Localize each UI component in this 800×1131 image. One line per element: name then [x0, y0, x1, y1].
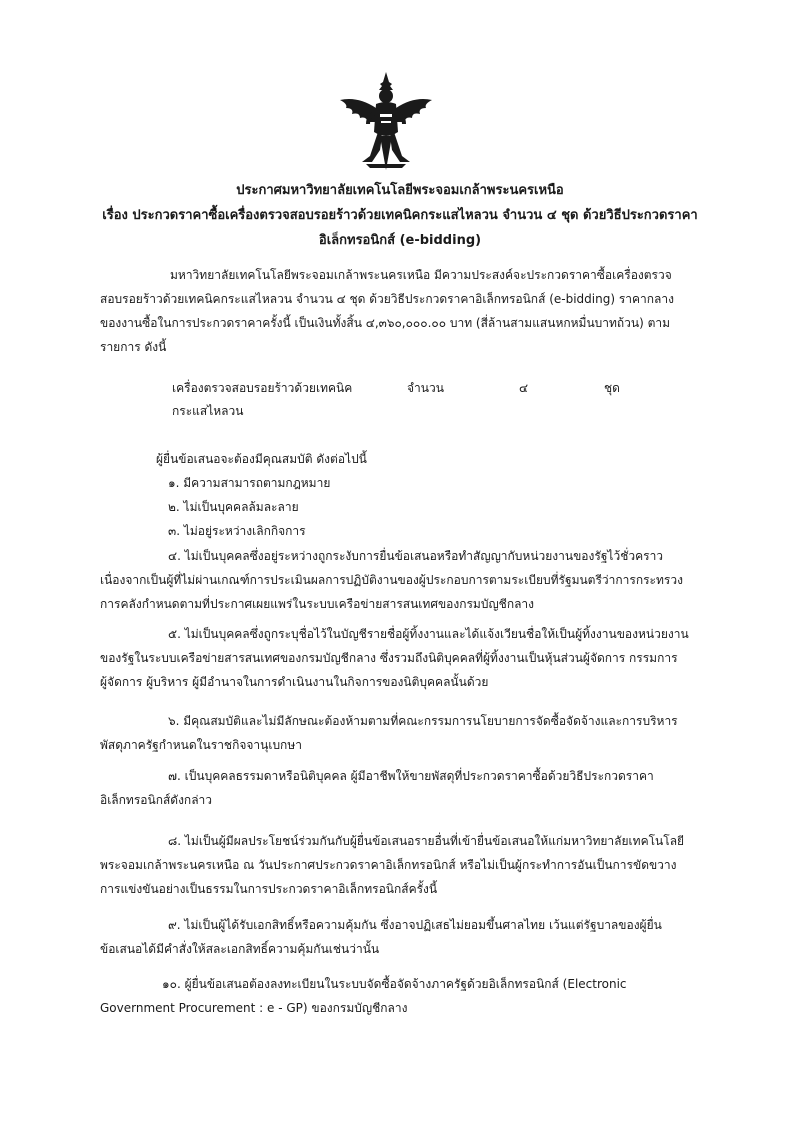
- qualification-4-line-1: ๔. ไม่เป็นบุคคลซึ่งอยู่ระหว่างถูกระงับการยื่นข้อเสนอหรือทำสัญญากับหน่วยงานของรัฐไว้ชั่วคราว: [168, 549, 664, 563]
- intro-line-3: ของงานซื้อในการประกวดราคาครั้งนี้ เป็นเงินทั้งสิ้น ๔,๓๖๐,๐๐๐.๐๐ บาท (สี่ล้านสามแสนหกหมื่นบาทถ้วน) ตาม: [100, 316, 671, 330]
- qualification-9-line-1: ๙. ไม่เป็นผู้ได้รับเอกสิทธิ์หรือความคุ้มกัน ซึ่งอาจปฏิเสธไม่ยอมขึ้นศาลไทย เว้นแต่รัฐบาลของผู้ยื่น: [168, 918, 662, 932]
- qualification-9-line-2: ข้อเสนอได้มีคำสั่งให้สละเอกสิทธิ์ความคุ้มกันเช่นว่านั้น: [100, 942, 380, 956]
- intro-line-4: รายการ ดังนี้: [100, 340, 167, 354]
- item-qty: ๔: [519, 381, 529, 395]
- announcement-title: ประกาศมหาวิทยาลัยเทคโนโลยีพระจอมเกล้าพระนครเหนือ: [236, 183, 564, 198]
- qualification-6-line-1: ๖. มีคุณสมบัติและไม่มีลักษณะต้องห้ามตามที่คณะกรรมการนโยบายการจัดซื้อจัดจ้างและการบริหาร: [168, 714, 678, 728]
- qualification-8-line-1: ๘. ไม่เป็นผู้มีผลประโยชน์ร่วมกันกับผู้ยื่นข้อเสนอรายอื่นที่เข้ายื่นข้อเสนอให้แก่มหาวิทยาลัยเทคโนโลยี: [168, 834, 685, 848]
- qualification-3: ๓. ไม่อยู่ระหว่างเลิกกิจการ: [168, 524, 306, 538]
- garuda-emblem-icon: [336, 70, 436, 180]
- item-qty-label: จำนวน: [407, 381, 444, 395]
- qualification-6-line-2: พัสดุภาครัฐกำหนดในราชกิจจานุเบกษา: [100, 738, 302, 752]
- intro-line-2: สอบรอยร้าวด้วยเทคนิคกระแสไหลวน จำนวน ๔ ชุด ด้วยวิธีประกวดราคาอิเล็กทรอนิกส์ (e-bidding) ราคากลาง: [100, 292, 675, 306]
- qualification-10-line-1: ๑๐. ผู้ยื่นข้อเสนอต้องลงทะเบียนในระบบจัดซื้อจัดจ้างภาครัฐด้วยอิเล็กทรอนิกส์ (Electronic: [162, 977, 627, 991]
- qualification-8-line-2: พระจอมเกล้าพระนครเหนือ ณ วันประกาศประกวดราคาอิเล็กทรอนิกส์ หรือไม่เป็นผู้กระทำการอันเป็นการขัดขวาง: [100, 858, 677, 872]
- subject-line-2: อิเล็กทรอนิกส์ (e-bidding): [318, 233, 482, 248]
- qualification-1: ๑. มีความสามารถตามกฎหมาย: [168, 476, 331, 490]
- intro-line-1: มหาวิทยาลัยเทคโนโลยีพระจอมเกล้าพระนครเหนือ มีความประสงค์จะประกวดราคาซื้อเครื่องตรวจ: [170, 268, 672, 282]
- qualification-5-line-1: ๕. ไม่เป็นบุคคลซึ่งถูกระบุชื่อไว้ในบัญชีรายชื่อผู้ทิ้งงานและได้แจ้งเวียนชื่อให้เป็นผู้ทิ้งงานของหน่วยงาน: [168, 627, 689, 641]
- qualification-10-line-2: Government Procurement : e - GP) ของกรมบัญชีกลาง: [100, 1001, 408, 1015]
- qualifications-heading: ผู้ยื่นข้อเสนอจะต้องมีคุณสมบัติ ดังต่อไปนี้: [156, 452, 367, 466]
- item-unit: ชุด: [604, 381, 620, 395]
- qualification-8-line-3: การแข่งขันอย่างเป็นธรรมในการประกวดราคาอิเล็กทรอนิกส์ครั้งนี้: [100, 882, 438, 896]
- qualification-7-line-1: ๗. เป็นบุคคลธรรมดาหรือนิติบุคคล ผู้มีอาชีพให้ขายพัสดุที่ประกวดราคาซื้อด้วยวิธีประกวดราคา: [168, 769, 654, 783]
- qualification-7-line-2: อิเล็กทรอนิกส์ดังกล่าว: [100, 793, 213, 807]
- qualification-4-line-2: เนื่องจากเป็นผู้ที่ไม่ผ่านเกณฑ์การประเมินผลการปฏิบัติงานของผู้ประกอบการตามระเบียบที่รัฐมนตรีว่าการกระทรวง: [100, 573, 683, 587]
- item-name-line-1: เครื่องตรวจสอบรอยร้าวด้วยเทคนิค: [172, 381, 353, 395]
- subject-line-1: เรื่อง ประกวดราคาซื้อเครื่องตรวจสอบรอยร้าวด้วยเทคนิคกระแสไหลวน จำนวน ๔ ชุด ด้วยวิธีประกวดราคา: [102, 208, 698, 223]
- item-name-line-2: กระแสไหลวน: [172, 404, 244, 418]
- qualification-2: ๒. ไม่เป็นบุคคลล้มละลาย: [168, 500, 299, 514]
- qualification-5-line-2: ของรัฐในระบบเครือข่ายสารสนเทศของกรมบัญชีกลาง ซึ่งรวมถึงนิติบุคคลที่ผู้ทิ้งงานเป็นหุ้นส่วนผู้จัดการ กรรมการ: [100, 651, 678, 665]
- qualification-4-line-3: การคลังกำหนดตามที่ประกาศเผยแพร่ในระบบเครือข่ายสารสนเทศของกรมบัญชีกลาง: [100, 597, 535, 611]
- qualification-5-line-3: ผู้จัดการ ผู้บริหาร ผู้มีอำนาจในการดำเนินงานในกิจการของนิติบุคคลนั้นด้วย: [100, 675, 489, 689]
